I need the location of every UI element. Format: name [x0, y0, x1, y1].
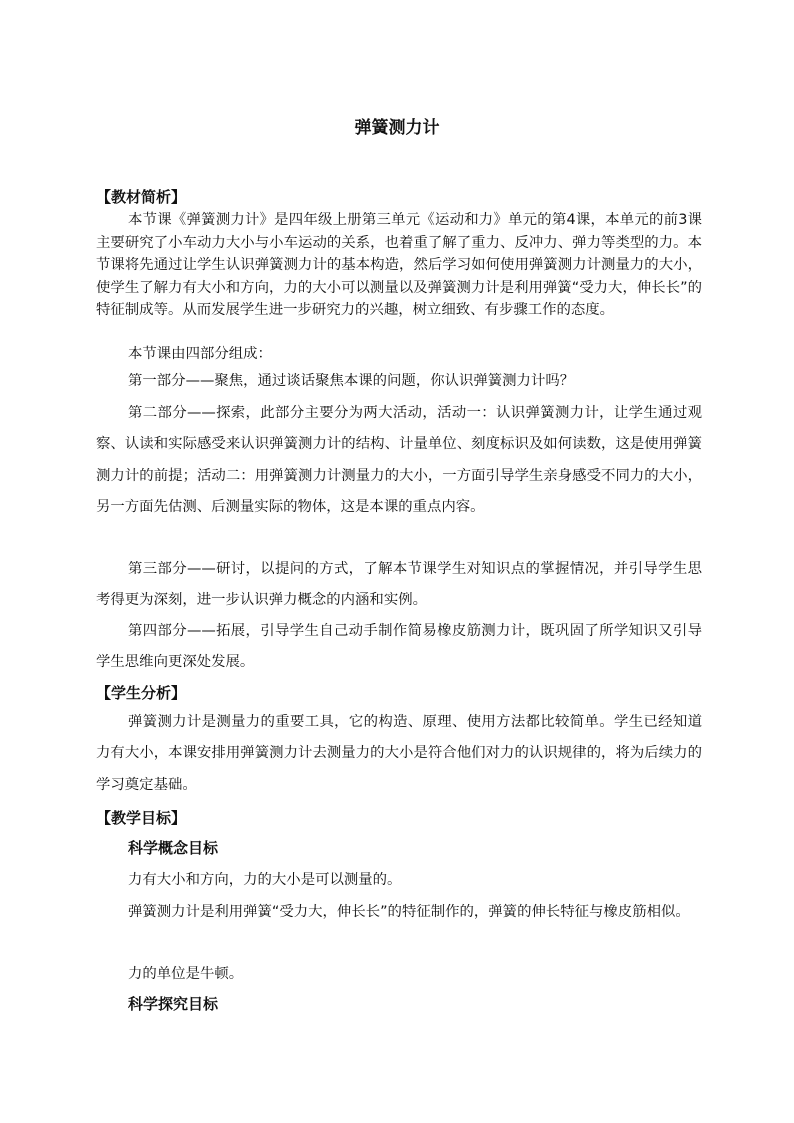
section-heading-textbook: 【教材简析】 [96, 188, 187, 206]
paragraph-student-analysis: 弹簧测力计是测量力的重要工具，它的构造、原理、使用方法都比较简单。学生已经知道力有大小，本课安排用弹簧测力计去测量力的大小是符合他们对力的认识规律的，将为后续力的学习奠定基础。 [96, 714, 702, 793]
paragraph-part-three: 第三部分——研讨，以提问的方式，了解本节课学生对知识点的掌握情况，并引导学生思考得更为深刻，进一步认识弹力概念的内涵和实例。 [96, 561, 702, 609]
paragraph-concept-1: 力有大小和方向，力的大小是可以测量的。 [128, 872, 402, 888]
paragraph-part-two: 第二部分——探索，此部分主要分为两大活动，活动一：认识弹簧测力计，让学生通过观察、认读和实际感受来认识弹簧测力计的结构、计量单位、刻度标识及如何读数，这是使用弹簧测力计的前提；活动二：用弹簧测力计测量力的大小，一方面引导学生亲身感受不同力的大小，另一方面先估测、后测量实际的物体，这是本课的重点内容。 [96, 405, 702, 515]
paragraph-concept-2: 弹簧测力计是利用弹簧“受力大，伸长长”的特征制作的，弹簧的伸长特征与橡皮筋相似。 [128, 904, 690, 920]
section-heading-students: 【学生分析】 [96, 684, 187, 702]
paragraph-part-one: 第一部分——聚焦，通过谈话聚焦本课的问题，你认识弹簧测力计吗？ [128, 373, 575, 389]
subheading-inquiry-goals: 科学探究目标 [128, 995, 219, 1013]
document-title: 弹簧测力计 [354, 118, 440, 138]
paragraph-concept-3: 力的单位是牛顿。 [128, 966, 244, 982]
subheading-concept-goals: 科学概念目标 [128, 839, 219, 857]
paragraph-part-four: 第四部分——拓展，引导学生自己动手制作简易橡皮筋测力计，既巩固了所学知识又引导学生思维向更深处发展。 [96, 623, 702, 671]
paragraph-textbook-intro: 本节课《弹簧测力计》是四年级上册第三单元《运动和力》单元的第4课，本单元的前3课主要研究了小车动力大小与小车运动的关系，也着重了解了重力、反冲力、弹力等类型的力。本节课将先通过让学生认识弹簧测力计的基本构造，然后学习如何使用弹簧测力计测量力的大小，使学生了解力有大小和方向，力的大小可以测量以及弹簧测力计是利用弹簧“受力大，伸长长”的特征制成等。从而发展学生进一步研究力的兴趣，树立细致、有步骤工作的态度。 [96, 212, 702, 318]
section-heading-goals: 【教学目标】 [96, 809, 187, 827]
paragraph-parts-intro: 本节课由四部分组成： [128, 346, 272, 362]
